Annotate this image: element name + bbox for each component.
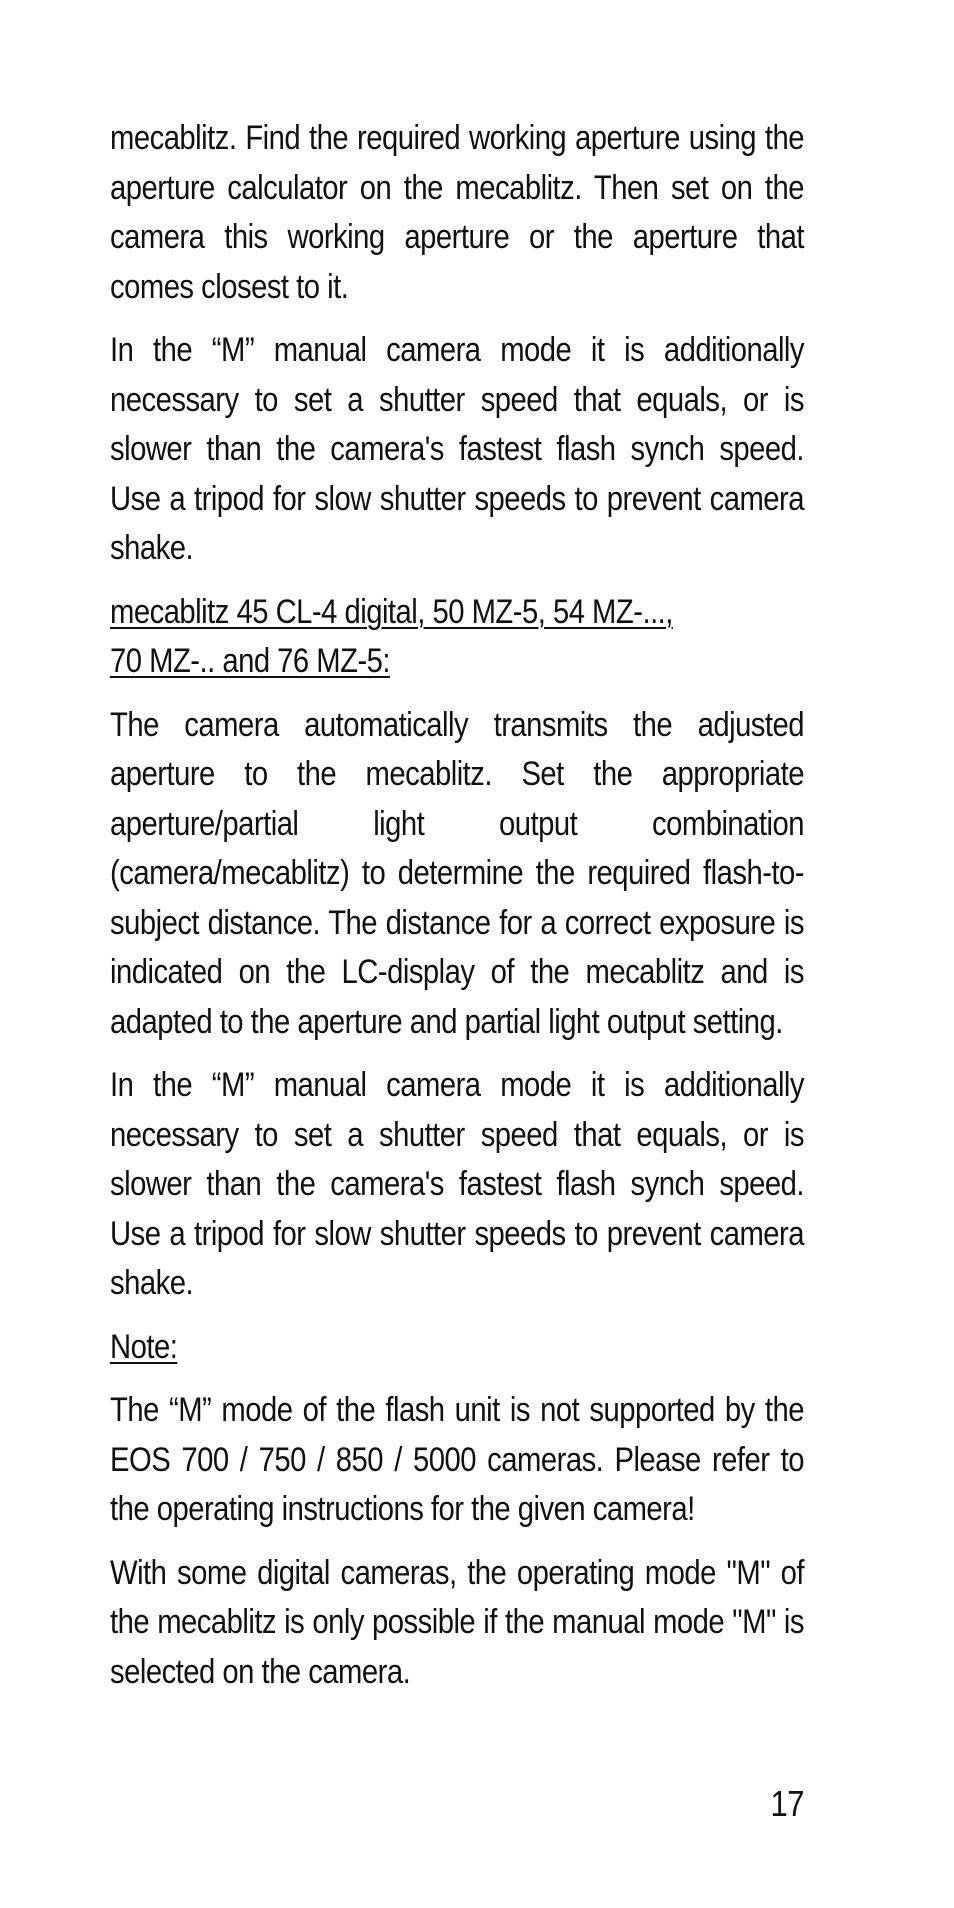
paragraph-eos-note: The “M” mode of the flash unit is not supported by the EOS 700 / 750 / 850 / 5000 cameras. Please refer to the operating instructions for the given camera! [110,1391,805,1528]
section-heading-note: Note: [110,1327,178,1366]
paragraph-digital-cameras-note: With some digital cameras, the operating mode "M" of the mecablitz is only possible if the manual mode "M" is selected on the camera. [110,1553,805,1691]
page-number: 17 [770,1783,804,1824]
paragraph-aperture-transmission: The camera automatically transmits the adjusted aperture to the mecablitz. Set the appropriate aperture/partial light output combination (camera/mecablitz) to determine the required flash-to-subject distance. The distance for a correct exposure is indicated on the LC-display of the mecablitz and is adapted to the aperture and partial light output setting. [110,705,805,1041]
manual-page [110,114,804,1711]
section-heading-models: mecablitz 45 CL-4 digital, 50 MZ-5, 54 MZ-..., 70 MZ-.. and 76 MZ-5: [110,592,673,680]
paragraph-working-aperture: mecablitz. Find the required working aperture using the aperture calculator on the mecablitz. Then set on the camera this working aperture or the aperture that comes closest to it. [110,119,805,306]
paragraph-manual-mode-shutter-2: In the “M” manual camera mode it is additionally necessary to set a shutter speed that equals, or is slower than the camera's fastest flash synch speed. Use a tripod for slow shutter speeds to prevent camera shake. [110,1066,805,1302]
paragraph-manual-mode-shutter: In the “M” manual camera mode it is additionally necessary to set a shutter speed that equals, or is slower than the camera's fastest flash synch speed. Use a tripod for slow shutter speeds to prevent camera shake. [110,331,805,567]
